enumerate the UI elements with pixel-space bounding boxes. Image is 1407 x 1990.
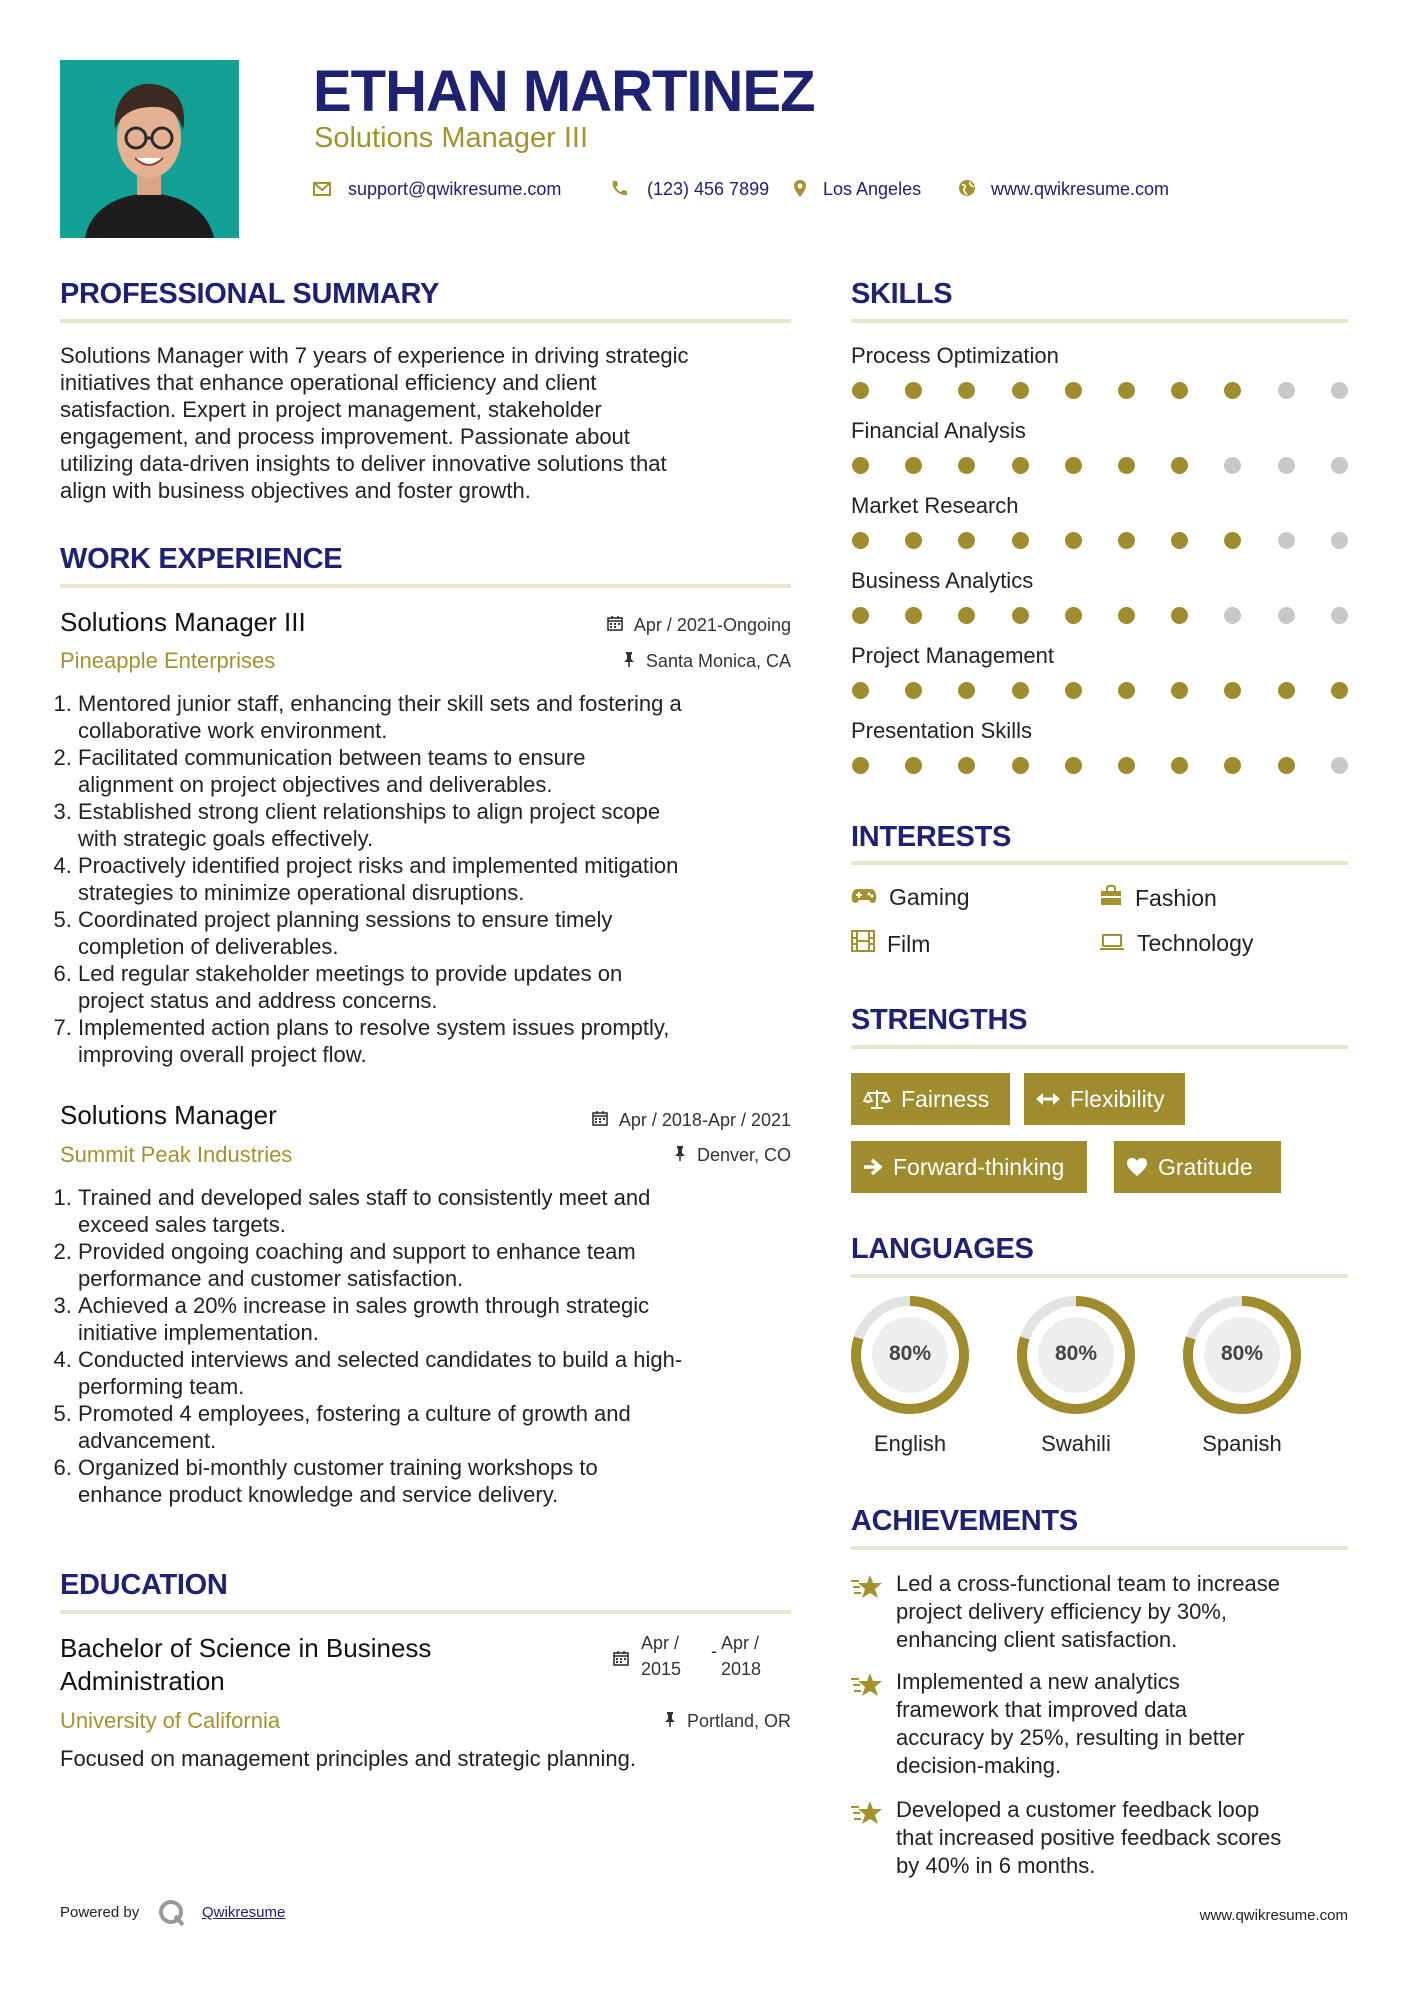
skill-rating-dot	[958, 607, 975, 624]
map-pin-icon	[793, 179, 807, 203]
summary-line: Solutions Manager with 7 years of experience in driving strategic	[60, 343, 689, 368]
summary-line: engagement, and process improvement. Passionate about	[60, 424, 630, 449]
skill-rating-dot	[852, 457, 869, 474]
website-link[interactable]: www.qwikresume.com	[991, 179, 1170, 199]
gamepad-icon	[851, 884, 889, 911]
phone-icon	[610, 179, 628, 202]
interest-technology	[1099, 930, 1253, 957]
pin-icon	[664, 1711, 681, 1731]
degree-line: Bachelor of Science in Business	[60, 1633, 432, 1663]
skill-rating-dot	[905, 382, 922, 399]
job-company: Summit Peak Industries	[60, 1142, 293, 1167]
summary-line: align with business objectives and foster growth.	[60, 478, 531, 503]
phone-number[interactable]: (123) 456 7899	[647, 179, 770, 199]
job-responsibilities	[60, 690, 828, 1068]
contact-bar	[313, 178, 1213, 208]
skill-rating-dot	[958, 532, 975, 549]
skill-rating-dot	[1224, 382, 1241, 399]
list-item: 1. Mentored junior staff, enhancing their skill sets and fostering a collaborative work environment.	[78, 690, 828, 744]
interest-label: Fashion	[1135, 884, 1217, 911]
list-item: 6. Organized bi-monthly customer training workshops to enhance product knowledge and service delivery.	[78, 1454, 828, 1508]
skill-rating-dot	[1331, 532, 1348, 549]
skill-rating-dot	[852, 757, 869, 774]
strength-fairness	[851, 1073, 1010, 1125]
skill-rating-dot	[958, 682, 975, 699]
job-responsibilities	[60, 1184, 828, 1508]
skill-rating-dot	[1278, 757, 1295, 774]
skill-rating-dot	[1331, 457, 1348, 474]
summary-heading: PROFESSIONAL SUMMARY	[60, 278, 440, 310]
job-date	[607, 615, 791, 636]
job-role: Solutions Manager	[60, 1100, 277, 1130]
skill-rating-dot	[1171, 532, 1188, 549]
skill-name: Project Management	[851, 643, 1054, 668]
job-location-text: Denver, CO	[696, 1145, 791, 1165]
skill-rating-dot	[1065, 457, 1082, 474]
skill-rating-dot	[1171, 757, 1188, 774]
skill-rating-dot	[1012, 757, 1029, 774]
skill-rating-dot	[1065, 607, 1082, 624]
skill-rating-dot	[1224, 607, 1241, 624]
strengths-divider	[851, 1045, 1348, 1049]
achievements-heading: ACHIEVEMENTS	[851, 1505, 1078, 1537]
skill-rating-dot	[1278, 382, 1295, 399]
school-location-text: Portland, OR	[686, 1711, 791, 1731]
arrow-right-icon	[863, 1158, 883, 1176]
job-date	[592, 1110, 791, 1131]
qwikresume-logo-icon	[157, 1898, 187, 1933]
achievement-star-icon	[851, 1799, 883, 1832]
pin-icon	[623, 651, 640, 671]
skill-rating-dot	[958, 382, 975, 399]
interests-heading: INTERESTS	[851, 821, 1012, 853]
location-text: Los Angeles	[823, 179, 922, 199]
skill-rating-dot	[1118, 457, 1135, 474]
list-item: 2. Facilitated communication between teams to ensure alignment on project objectives and deliverables.	[78, 744, 828, 798]
skill-rating-dot	[905, 607, 922, 624]
arrows-horizontal-icon	[1036, 1091, 1060, 1107]
strength-label: Fairness	[901, 1085, 990, 1112]
skill-rating-dot	[1012, 457, 1029, 474]
skill-name: Financial Analysis	[851, 418, 1026, 443]
skill-rating-dot	[1065, 382, 1082, 399]
job-role: Solutions Manager III	[60, 607, 306, 637]
interest-label: Technology	[1137, 930, 1254, 956]
list-item: 1. Trained and developed sales staff to consistently meet and exceed sales targets.	[78, 1184, 828, 1238]
brand-link[interactable]: Qwikresume	[202, 1904, 286, 1921]
achievement-star-icon	[851, 1671, 883, 1704]
language-percent: 80%	[1054, 1342, 1098, 1365]
skill-rating-dot	[905, 457, 922, 474]
list-item: 2. Provided ongoing coaching and support to enhance team performance and customer satisfaction.	[78, 1238, 828, 1292]
skill-rating-dot	[1224, 757, 1241, 774]
skill-rating-dot	[1224, 457, 1241, 474]
job-date-text: Apr / 2018-Apr / 2021	[618, 1110, 791, 1130]
skill-rating-dot	[1331, 382, 1348, 399]
job-location	[623, 651, 791, 672]
skill-rating-dot	[1224, 682, 1241, 699]
achievement-star-icon	[851, 1573, 883, 1606]
skill-rating-dot	[958, 457, 975, 474]
edu-end-month: Apr /	[721, 1633, 760, 1653]
laptop-icon	[1099, 930, 1137, 957]
skills-divider	[851, 319, 1348, 323]
summary-text	[60, 342, 800, 504]
summary-line: satisfaction. Expert in project management, stakeholder	[60, 397, 602, 422]
strength-flexibility	[1024, 1073, 1185, 1125]
pin-icon	[674, 1145, 691, 1165]
skill-rating-dot	[1331, 607, 1348, 624]
list-item: 3. Achieved a 20% increase in sales growth through strategic initiative implementation.	[78, 1292, 828, 1346]
skill-rating-dot	[1012, 607, 1029, 624]
calendar-icon	[607, 615, 628, 635]
skill-rating-dot	[1065, 682, 1082, 699]
skill-rating-dot	[1065, 757, 1082, 774]
skill-rating-dot	[1012, 382, 1029, 399]
experience-heading: WORK EXPERIENCE	[60, 543, 343, 575]
achievement-item: Implemented a new analytics framework that improved data accuracy by 25%, resulting in better decision-making.	[896, 1669, 1245, 1778]
language-percent: 80%	[888, 1342, 932, 1365]
languages-heading: LANGUAGES	[851, 1233, 1034, 1265]
heart-icon	[1126, 1157, 1148, 1177]
candidate-name: ETHAN MARTINEZ	[313, 59, 815, 124]
summary-divider	[60, 319, 791, 323]
strength-label: Gratitude	[1158, 1153, 1253, 1180]
skill-rating-dot	[905, 682, 922, 699]
interest-label: Film	[887, 930, 931, 957]
globe-icon	[958, 179, 976, 202]
experience-divider	[60, 584, 791, 588]
summary-line: utilizing data-driven insights to deliver innovative solutions that	[60, 451, 667, 476]
skill-name: Presentation Skills	[851, 718, 1032, 743]
education-dates	[613, 1633, 793, 1689]
balance-scale-icon	[863, 1088, 891, 1110]
achievement-item: Developed a customer feedback loop that increased positive feedback scores by 40% in 6 months.	[896, 1797, 1282, 1878]
interest-label: Gaming	[889, 884, 970, 910]
skill-rating-dot	[1012, 532, 1029, 549]
calendar-icon	[613, 1650, 629, 1671]
strengths-heading: STRENGTHS	[851, 1004, 1028, 1036]
skill-rating-dot	[1278, 607, 1295, 624]
skill-rating-dot	[1278, 532, 1295, 549]
edu-start-year: 2015	[641, 1659, 682, 1679]
skill-rating-dot	[852, 607, 869, 624]
strength-label: Flexibility	[1070, 1085, 1165, 1112]
school-name: University of California	[60, 1708, 281, 1733]
bag-icon	[1099, 884, 1135, 912]
job-location	[674, 1145, 791, 1166]
edu-start-month: Apr /	[641, 1633, 680, 1653]
skill-rating-dot	[905, 532, 922, 549]
achievement-item: Led a cross-functional team to increase project delivery efficiency by 30%, enhancing client satisfaction.	[896, 1571, 1280, 1652]
strength-forward-thinking	[851, 1141, 1087, 1193]
skill-rating-dot	[852, 382, 869, 399]
skill-rating-dot	[852, 532, 869, 549]
job-date-text: Apr / 2021-Ongoing	[633, 615, 791, 635]
skill-name: Business Analytics	[851, 568, 1034, 593]
education-heading: EDUCATION	[60, 1569, 228, 1601]
skill-rating-dot	[1171, 607, 1188, 624]
edu-end-year: 2018	[721, 1659, 762, 1679]
email-link[interactable]: support@qwikresume.com	[348, 179, 562, 199]
degree-line: Administration	[60, 1666, 225, 1696]
interests-divider	[851, 861, 1348, 865]
list-item: 4. Proactively identified project risks and implemented mitigation strategies to minimize operational disruptions.	[78, 852, 828, 906]
skill-rating-dot	[1118, 682, 1135, 699]
achievements-divider	[851, 1546, 1348, 1550]
language-name: Spanish	[1202, 1431, 1282, 1456]
candidate-title: Solutions Manager III	[314, 122, 589, 154]
job-company: Pineapple Enterprises	[60, 648, 276, 673]
languages-divider	[851, 1274, 1348, 1278]
edu-date-separator: -	[711, 1641, 717, 1661]
skill-name: Market Research	[851, 493, 1019, 518]
interest-film	[851, 930, 930, 958]
language-name: Swahili	[1041, 1431, 1111, 1456]
skill-name: Process Optimization	[851, 343, 1059, 368]
skill-rating-dot	[1118, 607, 1135, 624]
skill-rating-dot	[1118, 382, 1135, 399]
interest-gaming	[851, 884, 970, 911]
skill-rating-dot	[1224, 532, 1241, 549]
profile-photo	[60, 60, 239, 238]
powered-by-text: Powered by	[60, 1904, 140, 1921]
skill-rating-dot	[1118, 757, 1135, 774]
strength-label: Forward-thinking	[893, 1153, 1065, 1180]
list-item: 5. Coordinated project planning sessions to ensure timely completion of deliverables.	[78, 906, 828, 960]
footer-url[interactable]: www.qwikresume.com	[1199, 1907, 1348, 1924]
skills-heading: SKILLS	[851, 278, 953, 310]
job-location-text: Santa Monica, CA	[645, 651, 791, 671]
education-divider	[60, 1610, 791, 1614]
skill-rating-dot	[1171, 457, 1188, 474]
skill-rating-dot	[905, 757, 922, 774]
email-icon	[313, 182, 331, 201]
education-description: Focused on management principles and strategic planning.	[60, 1746, 637, 1771]
skill-rating-dot	[1278, 457, 1295, 474]
school-location	[664, 1711, 791, 1732]
skill-rating-dot	[1278, 682, 1295, 699]
skill-rating-dot	[1171, 382, 1188, 399]
interest-fashion	[1099, 884, 1217, 912]
language-percent: 80%	[1220, 1342, 1264, 1365]
calendar-icon	[592, 1110, 613, 1130]
film-icon	[851, 930, 887, 958]
skill-rating-dot	[1012, 682, 1029, 699]
skill-rating-dot	[1331, 682, 1348, 699]
list-item: 6. Led regular stakeholder meetings to provide updates on project status and address concerns.	[78, 960, 828, 1014]
degree-title	[60, 1632, 620, 1698]
summary-line: initiatives that enhance operational efficiency and client	[60, 370, 597, 395]
list-item: 7. Implemented action plans to resolve system issues promptly, improving overall project flow.	[78, 1014, 828, 1068]
skill-rating-dot	[1065, 532, 1082, 549]
strength-gratitude	[1114, 1141, 1281, 1193]
skill-rating-dot	[852, 682, 869, 699]
skill-rating-dot	[958, 757, 975, 774]
list-item: 3. Established strong client relationships to align project scope with strategic goals effectively.	[78, 798, 828, 852]
skill-rating-dot	[1171, 682, 1188, 699]
language-name: English	[873, 1431, 947, 1456]
list-item: 5. Promoted 4 employees, fostering a culture of growth and advancement.	[78, 1400, 828, 1454]
skill-rating-dot	[1118, 532, 1135, 549]
list-item: 4. Conducted interviews and selected candidates to build a high- performing team.	[78, 1346, 828, 1400]
skill-rating-dot	[1331, 757, 1348, 774]
